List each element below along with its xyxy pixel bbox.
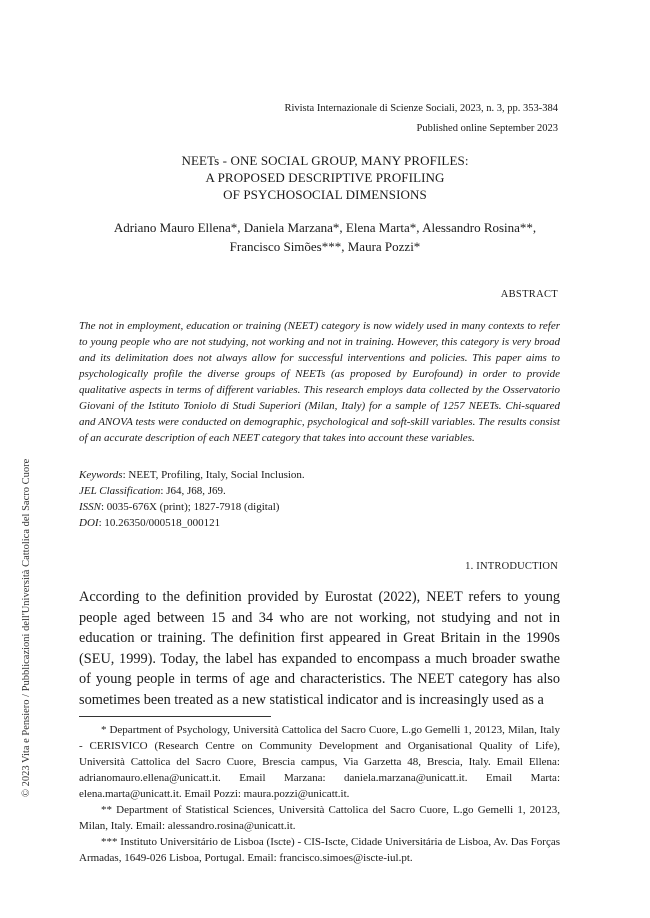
publication-date: Published online September 2023 <box>416 123 558 134</box>
authors-line-1: Adriano Mauro Ellena*, Daniela Marzana*, Elena Marta*, Alessandro Rosina**, <box>113 220 537 235</box>
paper-title <box>0 152 650 203</box>
title-line-3: OF PSYCHOSOCIAL DIMENSIONS <box>223 187 427 202</box>
issn <box>79 499 560 515</box>
introduction-text: According to the definition provided by Eurostat (2022), NEET refers to young people aged between 15 and 34 who are not working, not studying and not in education or training. The definition first appeared in Great Britain in the 1990s (SEU, 1999). Today, the label has expanded to encompass a much broader swathe of young people in terms of age and characteristics. The NEET category has also sometimes been treated as a new statistical indicator and is increasingly used as a <box>79 589 560 708</box>
article-metadata <box>79 467 560 531</box>
doi <box>79 515 560 531</box>
abstract-heading: ABSTRACT <box>500 289 558 300</box>
title-line-1: NEETs - ONE SOCIAL GROUP, MANY PROFILES: <box>181 153 469 168</box>
issn-value: : 0035-676X (print); 1827-7918 (digital) <box>101 501 280 513</box>
footnote-3: *** Instituto Universitário de Lisboa (Iscte) - CIS-Iscte, Cidade Universitária de Lisboa, Av. Das Forças Armadas, 1649-026 Lisboa, Portugal. Email: francisco.simoes@iscte-iul.pt. <box>79 836 560 864</box>
footnote-divider <box>79 716 271 717</box>
jel-classification <box>79 483 560 499</box>
jel-value: : J64, J68, J69. <box>160 485 226 497</box>
author-list <box>0 218 650 256</box>
keywords <box>79 467 560 483</box>
keywords-value: : NEET, Profiling, Italy, Social Inclusion. <box>122 469 305 481</box>
jel-label: JEL Classification <box>79 485 161 497</box>
title-line-2: A PROPOSED DESCRIPTIVE PROFILING <box>205 170 445 185</box>
footnote-1: * Department of Psychology, Università Cattolica del Sacro Cuore, L.go Gemelli 1, 20123, Milan, Italy - CERISVICO (Research Centre on Community Development and Organisational Quality of Life), Università Cattolica del Sacro Cuore, Brescia campus, Via Garzetta 48, Brescia, Italy. Email Ellena: adrianomauro.ellena@unicatt.it. Email Marzana: daniela.marzana@unicatt.it. Email Marta: elena.marta@unicatt.it. Email Pozzi: maura.pozzi@unicatt.it. <box>79 724 560 800</box>
issn-label: ISSN <box>79 501 101 513</box>
doi-label: DOI <box>79 517 99 529</box>
authors-line-2: Francisco Simões***, Maura Pozzi* <box>229 239 421 254</box>
footnote-2: ** Department of Statistical Sciences, Università Cattolica del Sacro Cuore, L.go Gemelli 1, 20123, Milan, Italy. Email: alessandro.rosina@unicatt.it. <box>79 804 560 832</box>
copyright-sidebar: © 2023 Vita e Pensiero / Pubblicazioni dell'Università Cattolica del Sacro Cuore <box>21 458 32 797</box>
footnotes <box>79 722 560 866</box>
introduction-heading: 1. INTRODUCTION <box>465 561 558 572</box>
doi-value: : 10.26350/000518_000121 <box>98 517 221 529</box>
journal-citation: Rivista Internazionale di Scienze Sociali, 2023, n. 3, pp. 353-384 <box>284 103 558 114</box>
keywords-label: Keywords <box>79 469 123 481</box>
abstract-text: The not in employment, education or training (NEET) category is now widely used in many contexts to refer to young people who are not studying, not working and not in training. However, this category is very broad and its delimitation does not always allow for successful interventions and policies. This paper aims to psychologically profile the diverse groups of NEETs (as proposed by Eurofound) in order to provide qualitative aspects in terms of different variables. This research employs data collected by the Osservatorio Giovani of the Istituto Toniolo di Studi Superiori (Milan, Italy) for a sample of 1257 NEETs. Chi-squared and ANOVA tests were conducted on demographic, psychological and soft-skill variables. The results consist of an accurate description of each NEET category that takes into account these variables. <box>79 320 560 444</box>
